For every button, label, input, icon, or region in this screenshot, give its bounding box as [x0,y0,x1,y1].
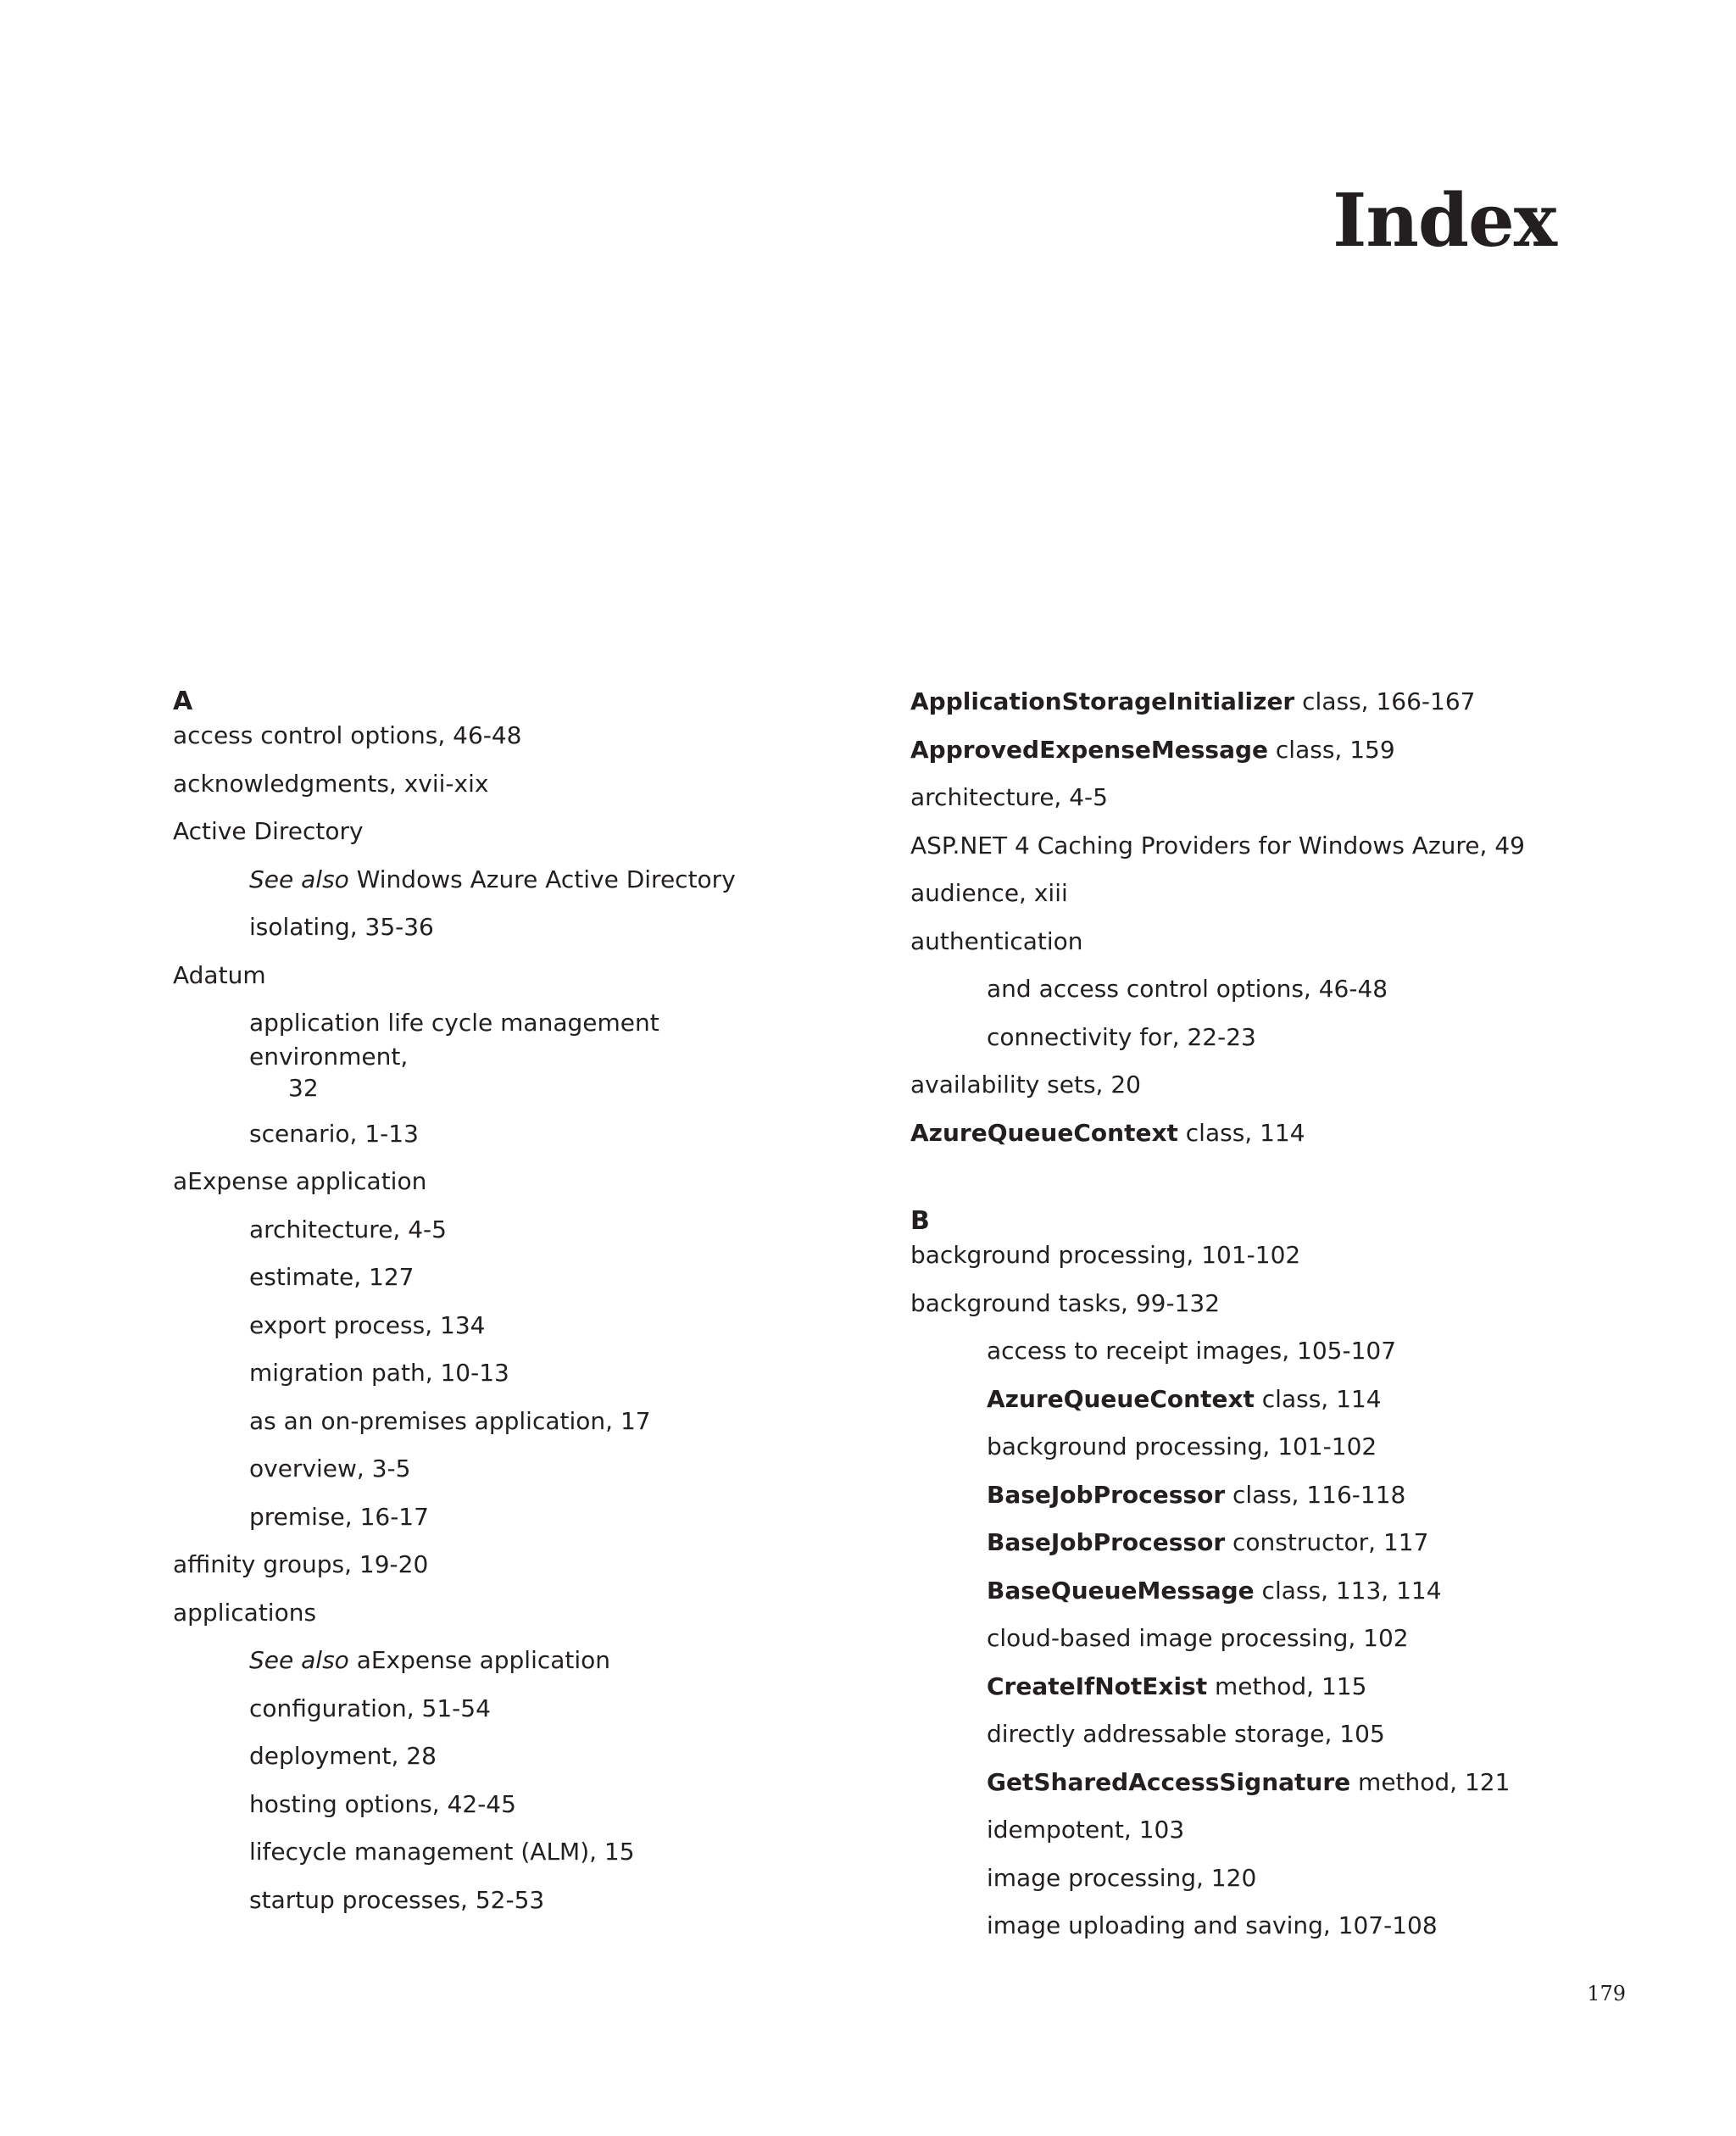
index-subentry: architecture, 4-5 [249,1215,447,1243]
index-column-left [173,685,817,1931]
code-term: ApplicationStorageInitializer [910,687,1295,715]
index-subentry: AzureQueueContext class, 114 [987,1384,1382,1413]
index-subentry: BaseJobProcessor class, 116-118 [987,1480,1406,1509]
index-subentry: premise, 16-17 [249,1502,429,1531]
code-term: BaseJobProcessor [987,1480,1226,1509]
index-subentry: directly addressable storage, 105 [987,1720,1385,1748]
index-entry: audience, xiii [910,879,1068,907]
index-subentry: BaseQueueMessage class, 113, 114 [987,1576,1442,1605]
index-subentry: startup processes, 52-53 [249,1885,545,1914]
index-subentry: scenario, 1-13 [249,1119,419,1148]
index-subentry: See also Windows Azure Active Directory [249,865,736,893]
code-term: GetSharedAccessSignature [987,1767,1351,1796]
see-also-label: See also [249,1646,349,1674]
index-entry: affinity groups, 19-20 [173,1550,429,1578]
index-subentry-continuation: 32 [288,1074,319,1102]
code-term: ApprovedExpenseMessage [910,735,1269,764]
code-term: BaseQueueMessage [987,1576,1255,1605]
index-entry: AzureQueueContext class, 114 [910,1118,1305,1147]
index-letter-heading: A [173,687,193,716]
index-subentry: hosting options, 42-45 [249,1789,516,1818]
index-entry: Active Directory [173,817,364,845]
index-subentry: overview, 3-5 [249,1455,411,1482]
page-number: 179 [1587,1982,1626,2005]
index-letter-heading: B [910,1206,930,1236]
index-entry: ApprovedExpenseMessage class, 159 [910,735,1395,764]
index-entry: acknowledgments, xvii-xix [173,769,489,798]
index-subentry: configuration, 51-54 [249,1694,491,1722]
code-term: AzureQueueContext [987,1384,1255,1413]
section-gap [910,1164,1555,1204]
code-term: BaseJobProcessor [987,1528,1226,1556]
index-subentry: idempotent, 103 [987,1816,1185,1844]
index-subentry: access to receipt images, 105-107 [987,1337,1397,1365]
index-subentry: application life cycle management environment, 32 [173,1006,817,1103]
index-subentry: GetSharedAccessSignature method, 121 [987,1767,1511,1796]
page-title: Index [1333,178,1556,264]
index-subentry: lifecycle management (ALM), 15 [249,1838,635,1866]
index-subentry: as an on-premises application, 17 [249,1406,651,1435]
index-subentry: CreateIfNotExist method, 115 [987,1672,1367,1700]
index-column-right [910,685,1555,1957]
index-subentry: export process, 134 [249,1310,486,1339]
index-entry: access control options, 46-48 [173,721,522,749]
index-entry: architecture, 4-5 [910,783,1108,811]
index-subentry: connectivity for, 22-23 [987,1022,1256,1051]
index-entry: background processing, 101-102 [910,1241,1301,1269]
index-subentry: image uploading and saving, 107-108 [987,1911,1438,1939]
code-term: AzureQueueContext [910,1118,1178,1147]
code-term: CreateIfNotExist [987,1672,1208,1700]
index-subentry: background processing, 101-102 [987,1432,1377,1460]
index-subentry: See also aExpense application [249,1646,611,1674]
index-entry: availability sets, 20 [910,1071,1141,1099]
index-subentry: BaseJobProcessor constructor, 117 [987,1528,1429,1556]
index-entry: Adatum [173,960,266,989]
index-subentry: deployment, 28 [249,1742,437,1770]
index-entry: ApplicationStorageInitializer class, 166-167 [910,687,1476,715]
index-entry: aExpense application [173,1167,427,1195]
index-entry: ASP.NET 4 Caching Providers for Windows Azure, 49 [910,831,1525,859]
index-subentry: estimate, 127 [249,1263,415,1291]
index-subentry: cloud-based image processing, 102 [987,1624,1409,1652]
index-subentry: image processing, 120 [987,1863,1257,1892]
index-entry: background tasks, 99-132 [910,1288,1221,1317]
index-entry: applications [173,1598,317,1627]
index-subentry: migration path, 10-13 [249,1359,509,1387]
index-entry: authentication [910,926,1083,955]
index-subentry: isolating, 35-36 [249,913,434,941]
see-also-label: See also [249,865,349,893]
index-subentry: and access control options, 46-48 [987,975,1388,1003]
